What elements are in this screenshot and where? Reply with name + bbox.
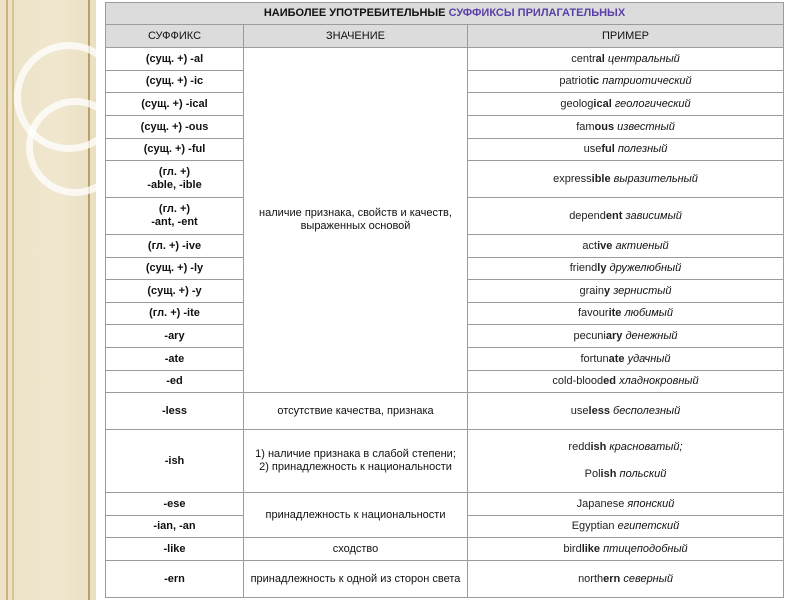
suffix-cell: (сущ. +) -al	[106, 48, 244, 71]
meaning-cell: отсутствие качества, признака	[244, 393, 468, 430]
example-cell: famous известный	[468, 116, 784, 139]
example-cell: active актиеный	[468, 235, 784, 258]
suffix-cell: (сущ. +) -ful	[106, 139, 244, 161]
example-cell: reddish красноватый; Polish польский	[468, 430, 784, 493]
suffix-cell: (сущ. +) -ic	[106, 71, 244, 93]
example-cell: central центральный	[468, 48, 784, 71]
table-row	[106, 48, 784, 71]
header-suffix: СУФФИКС	[106, 25, 244, 48]
suffix-cell: -ian, -an	[106, 516, 244, 538]
suffix-cell: -like	[106, 538, 244, 561]
example-cell: expressible выразительный	[468, 161, 784, 198]
example-cell: useless бесполезный	[468, 393, 784, 430]
example-cell: friendly дружелюбный	[468, 258, 784, 280]
example-cell: fortunate удачный	[468, 348, 784, 371]
example-cell: Japanese японский	[468, 493, 784, 516]
suffix-cell: (сущ. +) -y	[106, 280, 244, 303]
table-row	[106, 561, 784, 598]
suffix-cell: (гл. +) -ive	[106, 235, 244, 258]
suffix-cell: -less	[106, 393, 244, 430]
table-row	[106, 538, 784, 561]
suffix-cell: -ary	[106, 325, 244, 348]
table-header-row	[106, 25, 784, 48]
table-title-row	[106, 3, 784, 25]
example-cell: northern северный	[468, 561, 784, 598]
meaning-cell: наличие признака, свойств и качеств, выраженных основой	[244, 48, 468, 393]
suffix-cell: -ish	[106, 430, 244, 493]
meaning-cell: принадлежность к национальности	[244, 493, 468, 538]
table-row	[106, 430, 784, 493]
suffix-cell: (гл. +) -ite	[106, 303, 244, 325]
example-cell: geological геологический	[468, 93, 784, 116]
suffix-cell: (гл. +) -ant, -ent	[106, 198, 244, 235]
suffix-table	[105, 2, 784, 598]
table-row	[106, 493, 784, 516]
table-row	[106, 393, 784, 430]
meaning-cell: 1) наличие признака в слабой степени; 2) принадлежность к национальности	[244, 430, 468, 493]
suffix-cell: -ate	[106, 348, 244, 371]
example-cell: grainy зернистый	[468, 280, 784, 303]
header-meaning: ЗНАЧЕНИЕ	[244, 25, 468, 48]
suffix-cell: (сущ. +) -ous	[106, 116, 244, 139]
table-title: НАИБОЛЕЕ УПОТРЕБИТЕЛЬНЫЕ СУФФИКСЫ ПРИЛАГАТЕЛЬНЫХ	[106, 3, 784, 25]
header-example: ПРИМЕР	[468, 25, 784, 48]
side-stripe	[6, 0, 8, 600]
example-cell: pecuniary денежный	[468, 325, 784, 348]
meaning-cell: принадлежность к одной из сторон света	[244, 561, 468, 598]
example-cell: birdlike птицеподобный	[468, 538, 784, 561]
example-cell: dependent зависимый	[468, 198, 784, 235]
decorative-side-panel	[0, 0, 96, 600]
suffix-cell: -ese	[106, 493, 244, 516]
example-cell: favourite любимый	[468, 303, 784, 325]
example-cell: Egyptian египетский	[468, 516, 784, 538]
suffix-cell: -ern	[106, 561, 244, 598]
meaning-cell: сходство	[244, 538, 468, 561]
example-cell: patriotic патриотический	[468, 71, 784, 93]
example-cell: cold-blooded хладнокровный	[468, 371, 784, 393]
suffix-cell: (гл. +) -able, -ible	[106, 161, 244, 198]
example-cell: useful полезный	[468, 139, 784, 161]
suffix-cell: -ed	[106, 371, 244, 393]
suffix-cell: (сущ. +) -ical	[106, 93, 244, 116]
suffix-cell: (сущ. +) -ly	[106, 258, 244, 280]
